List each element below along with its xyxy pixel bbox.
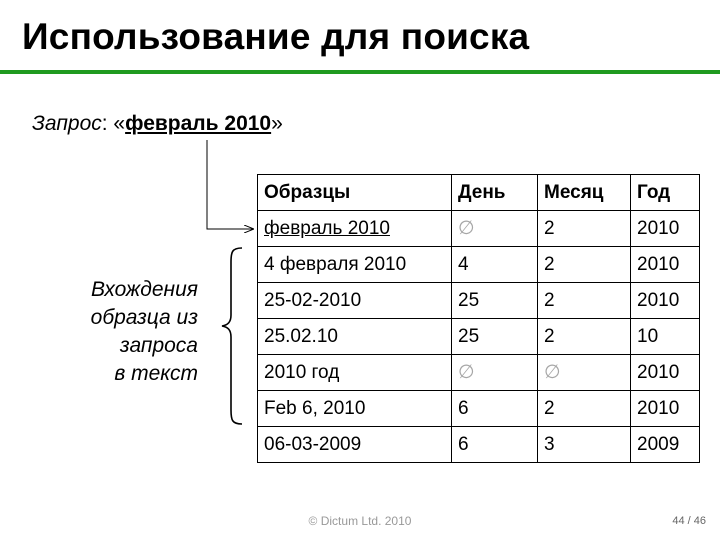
table-cell-year: 2010 — [631, 391, 700, 427]
occurrences-note — [40, 276, 198, 388]
table-cell-month: 2 — [538, 247, 631, 283]
header-cell-month: Месяц — [538, 175, 631, 211]
table-cell-month: 2 — [538, 319, 631, 355]
header-cell-samples: Образцы — [258, 175, 452, 211]
table-cell-sample: 06-03-2009 — [258, 427, 452, 463]
table-cell-month: 2 — [538, 391, 631, 427]
query-term: февраль 2010 — [125, 112, 272, 135]
table-cell-day: 25 — [452, 319, 538, 355]
query-label: Запрос — [32, 112, 102, 135]
table-cell-day: ∅ — [452, 355, 538, 391]
page-number: 44 / 46 — [672, 515, 706, 527]
table-row — [258, 283, 700, 319]
table-cell-day: 6 — [452, 391, 538, 427]
table-cell-day: ∅ — [452, 211, 538, 247]
query-open-quote: : « — [101, 112, 126, 135]
table-cell-sample: 2010 год — [258, 355, 452, 391]
samples-table — [257, 174, 700, 463]
table-cell-sample: 4 февраля 2010 — [258, 247, 452, 283]
table-row — [258, 247, 700, 283]
footer-copyright: © Dictum Ltd. 2010 — [308, 514, 412, 528]
table-cell-sample: 25-02-2010 — [258, 283, 452, 319]
table-cell-sample: февраль 2010 — [258, 211, 452, 247]
note-line: запроса — [119, 334, 198, 357]
note-line: в текст — [114, 362, 198, 385]
slide-title: Использование для поиска — [22, 16, 530, 57]
table-cell-year: 2010 — [631, 355, 700, 391]
header-cell-year: Год — [631, 175, 700, 211]
table-cell-month: 2 — [538, 211, 631, 247]
table-cell-year: 10 — [631, 319, 700, 355]
table-cell-year: 2010 — [631, 247, 700, 283]
table-cell-month: 3 — [538, 427, 631, 463]
note-line: образца из — [90, 306, 198, 329]
table-row — [258, 211, 700, 247]
table-cell-year: 2010 — [631, 211, 700, 247]
table-header-row — [258, 175, 700, 211]
table-row — [258, 427, 700, 463]
table-row — [258, 391, 700, 427]
query-close-quote: » — [271, 112, 283, 135]
note-line: Вхождения — [91, 278, 198, 301]
table-cell-day: 25 — [452, 283, 538, 319]
table-cell-month: ∅ — [538, 355, 631, 391]
table-cell-year: 2010 — [631, 283, 700, 319]
table-row — [258, 319, 700, 355]
curly-brace — [222, 248, 242, 424]
table-cell-day: 6 — [452, 427, 538, 463]
table-cell-sample: Feb 6, 2010 — [258, 391, 452, 427]
header-cell-day: День — [452, 175, 538, 211]
query-arrow — [207, 140, 253, 229]
table-cell-year: 2009 — [631, 427, 700, 463]
table-cell-day: 4 — [452, 247, 538, 283]
table-row — [258, 355, 700, 391]
table-cell-sample: 25.02.10 — [258, 319, 452, 355]
table-cell-month: 2 — [538, 283, 631, 319]
